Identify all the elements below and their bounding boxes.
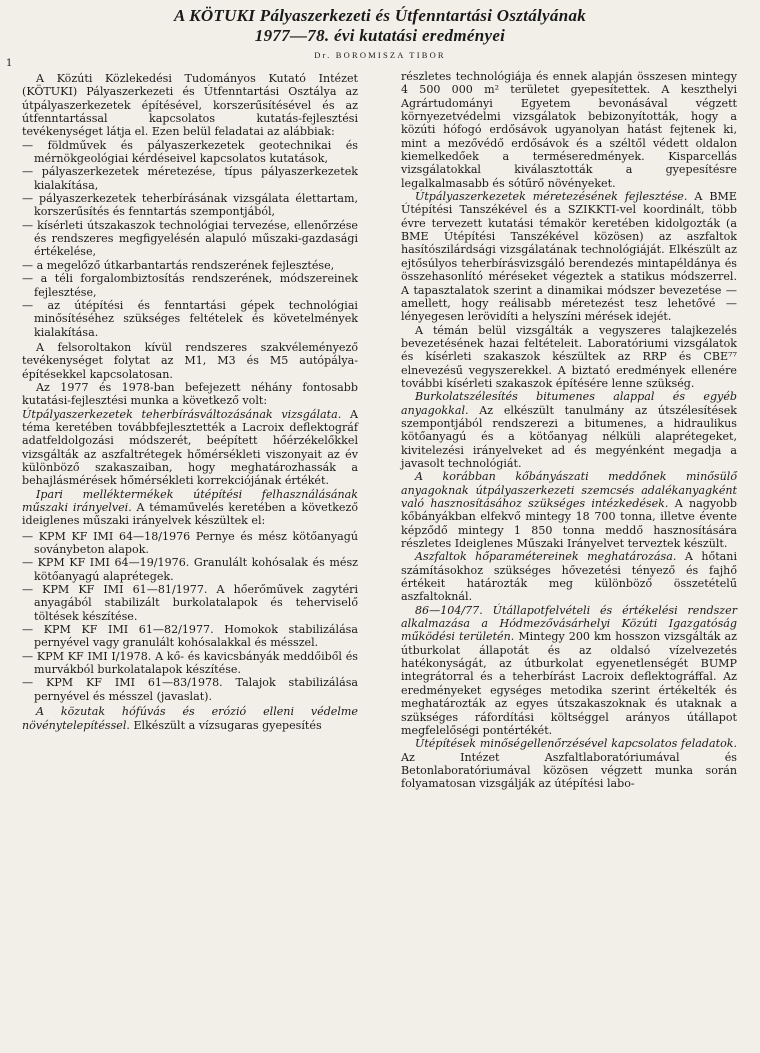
task-item: — a téli forgalombiztosítás rendszerének, módszereinek fejlesztése, — [22, 272, 358, 299]
section-bearing-capacity — [22, 408, 358, 488]
task-item: — pályaszerkezetek teherbírásának vizsgálata élettartam, korszerűsítés és fenntartás szempontjából, — [22, 192, 358, 219]
task-item: — pályaszerkezetek méretezése, típus pályaszerkezetek kialakítása, — [22, 165, 358, 192]
continuation-paragraph: részletes technológiája és ennek alapján összesen mintegy 4 500 000 m² területet gyepesítettek. A keszthelyi Agrártudományi Egyetem bevonásával végzett környezetvédelmi vizsgálatok bebizonyították, hogy a közúti hófogó erdősávok ugyanolyan hatást fejtenek ki, mint a mezővédő erdősávok és a széltől védett oldalon kiemelkedőek a terméseredmények. Kisparcellás vizsgálatokkal kiválasztották a gyepesítésre legalkalmasabb és sótűrő növényeket. — [401, 70, 737, 190]
right-column — [401, 70, 737, 791]
section-title: Ipari melléktermékek útépítési felhasználásának műszaki irányelvei. — [22, 487, 358, 514]
task-item: — földművek és pályaszerkezetek geotechnikai és mérnökgeológiai kérdéseivel kapcsolatos kutatások, — [22, 138, 358, 166]
page-mark: 1 — [6, 58, 13, 69]
section-title: Útpályaszerkezetek teherbírásváltozásának vizsgálata. — [22, 407, 342, 421]
guideline-item: — KPM KF IMI I/1978. A kő- és kavicsbányák meddőiből és murvákból burkolatalapok készítése. — [22, 649, 358, 677]
section-body: Elkészült a vízsugaras gyepesítés — [133, 718, 322, 732]
article-title-line-2: 1977—78. évi kutatási eredményei — [254, 26, 506, 45]
guideline-item: — KPM KF IMI 64—19/1976. Granulált kohósalak és mész kötőanyagú alaprétegek. — [22, 556, 358, 583]
section-body: A nagyobb kőbányákban elfekvő mintegy 18 700 tonna, illetve évente képződő mintegy 1 850 tonna meddő hasznosítására részletes Ideiglenes Műszaki Irányelvet terveztek készült. — [401, 497, 737, 551]
section-thermal-parameters — [401, 550, 737, 603]
section-road-condition-survey — [401, 604, 737, 737]
section-title: Burkolatszélesítés bitumenes alappal és egyéb anyagokkal. — [401, 390, 737, 417]
task-item: — a megelőző útkarbantartás rendszerének fejlesztése, — [22, 258, 335, 272]
section-title: Aszfaltok hőparamétereinek meghatározása. — [415, 550, 677, 564]
section-title: Útépítések minőségellenőrzésével kapcsolatos feladatok. — [415, 737, 737, 751]
section-snow-erosion — [22, 705, 358, 732]
section-body: A hőtani számításokhoz szükséges hővezetési tényező és fajhő értékeit határozták meg különböző összetételű aszfaltoknál. — [401, 550, 737, 604]
section-title: A korábban kőbányászati meddőnek minősülő anyagoknak útpályaszerkezeti szemcsés adalékanyagként való hasznosításához szükséges intézkedések. — [401, 470, 737, 510]
article-header — [0, 6, 760, 60]
guideline-item: — KPM KF IMI 61—82/1977. Homokok stabilizálása pernyével vagy granulált kohósalakkal és mésszel. — [22, 623, 358, 650]
section-road-widening — [401, 390, 737, 470]
section-body: Az Intézet Aszfaltlaboratóriumával és Betonlaboratóriumával közösen végzett munka során folyamatosan vizsgálják az útépítési labo- — [401, 750, 737, 791]
intro-paragraph: A Közúti Közlekedési Tudományos Kutató Intézet (KÖTUKI) Pályaszerkezeti és Útfenntartási Osztálya az útpályaszerkezetek építésével, korszerűsítésével és az útfenntartással kapcsolatos kutatás-fejlesztési tevékenységet látja el. Ezen belül feladatai az alábbiak: — [22, 72, 358, 139]
section-body: A BME Útépítési Tanszékével és a SZIKKTI-vel koordinált, több évre tervezett kutatási témakör keretében kidolgozták (a BME Útépítési Tanszékével közösen) az aszfaltok hasítószilárdsági vizsgálatának technológiáját. Elkészült az ejtősúlyos teherbírásvizsgáló berendezés mintapéldánya és összehasonlító méréseket végeztek a statikus módszerrel. A tapasztalatok szerint a dinamikai módszer bevezetése — amellett, hogy reálisabb méretezést tesz lehetővé — lényegesen lerövidíti a helyszíni mérések idejét. — [401, 190, 737, 324]
paragraph-projects-intro: Az 1977 és 1978-ban befejezett néhány fontosabb kutatási-fejlesztési munka a következő volt: — [22, 380, 358, 408]
article-author: Dr. BOROMISZA TIBOR — [314, 50, 446, 60]
section-quarry-waste — [401, 470, 737, 550]
section-body: A témaművelés keretében a következő ideiglenes műszaki irányelvek készültek el: — [22, 501, 359, 528]
section-title: Útpályaszerkezetek méretezésének fejlesztése. — [415, 190, 688, 204]
section-title: A közutak hófúvás és erózió elleni védelme növénytelepítéssel. — [22, 705, 358, 732]
section-title: 86—104/77. Útállapotfelvételi és értékelési rendszer alkalmazása a Hódmezővásárhelyi Közúti Igazgatóság működési területén. — [401, 603, 737, 644]
left-column — [22, 72, 358, 732]
guideline-item: — KPM KF IMI 61—81/1977. A hőerőművek zagytéri anyagából stabilizált burkolatalapok és teherviselő töltések készítése. — [22, 583, 358, 623]
section-quality-control — [401, 737, 737, 790]
paragraph-soil-treatment: A témán belül vizsgálták a vegyszeres talajkezelés bevezetésének hazai feltételeit. Laboratóriumi vizsgálatok és kísérleti szakaszok készültek az RRP és CBE⁷⁷ elnevezésű vegyszerekkel. A biztató eredmények ellenére további kísérleti szakaszok építésére lenne szükség. — [401, 323, 737, 390]
section-body: A téma keretében továbbfejlesztették a Lacroix deflektográf adatfeldolgozási módszerét, beépített hőérzékelőkkel vizsgálták az aszfaltrétegek hőmérsékleti viszonyait az év különböző szakaszaiban, hogy meghatározhassák a behajlásmérések hőmérsékleti korrekciójának értékét. — [22, 407, 358, 488]
section-body: Az elkészült tanulmány az útszélesítések szempontjából rendszerezi a bitumenes, a hidraulikus kötőanyagú és a kötőanyag nélküli alaprétegeket, kivitelezési irányelveket ad és megyénként megadja a javasolt technológiát. — [401, 403, 737, 470]
task-item: — az útépítési és fenntartási gépek technológiai minősítéséhez szükséges feltételek és követelmények kialakítása. — [22, 298, 358, 339]
guideline-item: — KPM KF IMI 61—83/1978. Talajok stabilizálása pernyével és mésszel (javaslat). — [22, 676, 358, 703]
guideline-item: — KPM KF IMI 64—18/1976 Pernye és mész kötőanyagú soványbeton alapok. — [22, 529, 358, 557]
article-title-line-1: A KÖTUKI Pályaszerkezeti és Útfenntartási Osztályának — [173, 6, 587, 25]
section-pavement-design — [401, 190, 737, 323]
section-industrial-byproducts — [22, 488, 358, 528]
paragraph-expert-opinion: A felsoroltakon kívül rendszeres szakvéleményező tevékenységet folytat az M1, M3 és M5 autópálya-építésekkel kapcsolatosan. — [22, 340, 358, 381]
section-body: Mintegy 200 km hosszon vizsgálták az útburkolat állapotát és az oldalsó vízelvezetés hatékonyságát, az útburkolat egyenetlenségét BUMP integrátorral és a teherbírást Lacroix deflektográffal. Az eredményeket egységes metodika szerint értékelték és meghatározták az egyes útszakaszoknak és utaknak a szükséges ráfordítási költséggel arányos útállapot megfelelőségi pontértékét. — [401, 630, 738, 737]
task-item: — kísérleti útszakaszok technológiai tervezése, ellenőrzése és rendszeres megfigyelésén alapuló műszaki-gazdasági értékelése, — [22, 218, 358, 259]
